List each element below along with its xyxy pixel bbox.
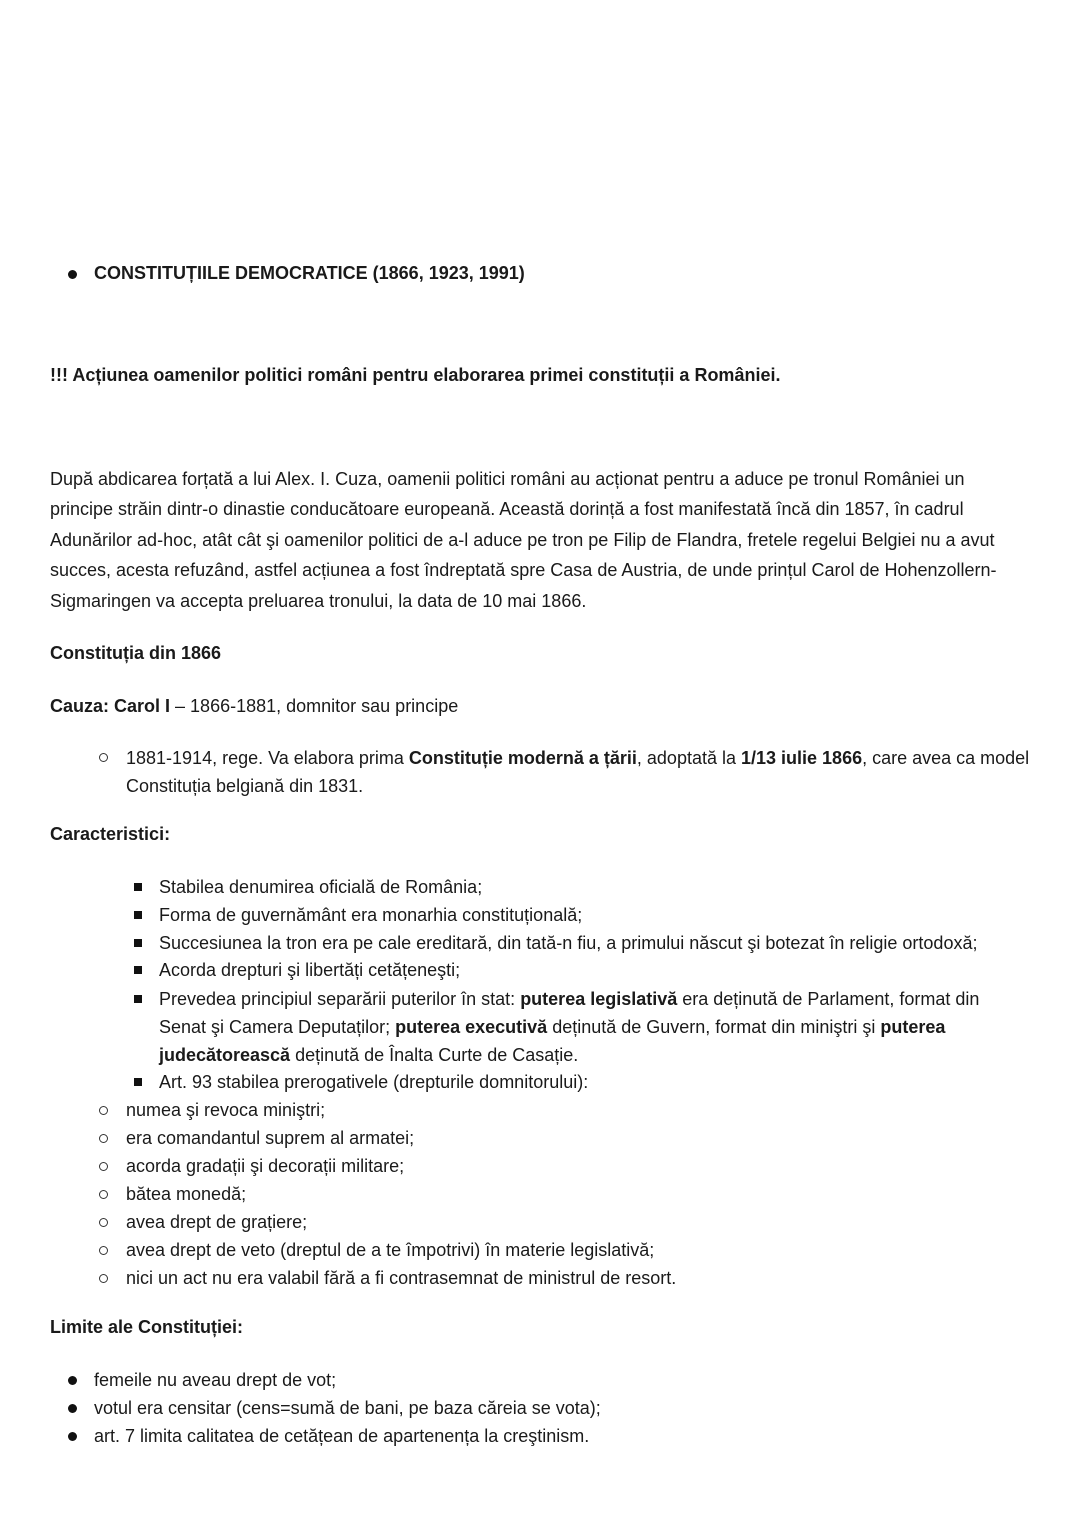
circle-bullet-icon — [99, 1134, 108, 1143]
cause-line — [50, 692, 458, 720]
characteristics-heading: Caracteristici: — [50, 824, 171, 844]
text: Prevedea principiul separării puterilor în stat: — [159, 989, 521, 1009]
reign-bold-date: 1/13 iulie 1866 — [741, 748, 863, 768]
bold-judicial: puterea — [880, 1017, 946, 1037]
intro-line: După abdicarea forțată a lui Alex. I. Cuza, oamenii politici români au acționat pentru a aduce pe tronul României un — [50, 469, 965, 489]
circle-bullet-icon — [99, 753, 108, 762]
prerogative-item: acorda gradații şi decorații militare; — [126, 1156, 405, 1176]
characteristic-item: Stabilea denumirea oficială de România; — [159, 877, 483, 897]
prerogative-item: avea drept de veto (dreptul de a te împotrivi) în materie legislativă; — [126, 1240, 655, 1260]
limit-bullet-icon — [68, 1404, 77, 1413]
limit-bullet-icon — [68, 1376, 77, 1385]
text: era deținută de Parlament, format din — [677, 989, 980, 1009]
text: Senat şi Camera Deputaților; — [159, 1017, 396, 1037]
circle-bullet-icon — [99, 1106, 108, 1115]
circle-bullet-icon — [99, 1274, 108, 1283]
action-heading: !!! Acțiunea oamenilor politici români pentru elaborarea primei constituții a României. — [50, 365, 781, 385]
circle-bullet-icon — [99, 1218, 108, 1227]
circle-bullet-icon — [99, 1162, 108, 1171]
circle-bullet-icon — [99, 1246, 108, 1255]
square-bullet-icon — [134, 966, 142, 974]
bold-judicial: judecătorească — [159, 1045, 291, 1065]
characteristic-item: Forma de guvernământ era monarhia constituțională; — [159, 905, 583, 925]
reign-line — [126, 744, 1029, 772]
text: deținută de Guvern, format din miniştri şi — [547, 1017, 881, 1037]
intro-line: succes, acesta refuzând, astfel acțiunea a fost îndreptată spre Casa de Austria, de unde prințul Carol de Hohenzollern- — [50, 560, 997, 580]
characteristic-item-cont — [159, 1041, 578, 1069]
reign-bold-constitution: Constituție modernă a țării — [408, 748, 637, 768]
prerogative-item: bătea monedă; — [126, 1184, 247, 1204]
characteristic-item: Art. 93 stabilea prerogativele (drepturile domnitorului): — [159, 1072, 589, 1092]
intro-line: principe străin dintr-o dinastie conducătoare europeană. Această dorință a fost manifestată încă din 1857, în cadrul — [50, 499, 964, 519]
reign-line-2: Constituția belgiană din 1831. — [126, 776, 364, 796]
characteristic-item — [159, 985, 979, 1013]
limit-bullet-icon — [68, 1432, 77, 1441]
square-bullet-icon — [134, 939, 142, 947]
section-title: CONSTITUȚIILE DEMOCRATICE (1866, 1923, 1991) — [94, 263, 525, 283]
characteristic-item: Acorda drepturi şi libertăți cetățeneşti; — [159, 960, 461, 980]
intro-line: Sigmaringen va accepta preluarea tronului, la data de 10 mai 1866. — [50, 591, 587, 611]
limits-heading: Limite ale Constituției: — [50, 1317, 244, 1337]
prerogative-item: nici un act nu era valabil fără a fi contrasemnat de ministrul de resort. — [126, 1268, 677, 1288]
reign-text: , care avea ca model — [862, 748, 1030, 768]
prerogative-item: avea drept de grațiere; — [126, 1212, 308, 1232]
circle-bullet-icon — [99, 1190, 108, 1199]
section-bullet-icon — [68, 270, 77, 279]
limit-item: art. 7 limita calitatea de cetățean de apartenența la creştinism. — [94, 1426, 590, 1446]
characteristic-item-cont — [159, 1013, 945, 1041]
text: deținută de Înalta Curte de Casație. — [290, 1045, 579, 1065]
limit-item: votul era censitar (cens=sumă de bani, pe baza căreia se vota); — [94, 1398, 601, 1418]
reign-text: 1881-1914, rege. Va elabora prima — [126, 748, 409, 768]
constitution-heading: Constituția din 1866 — [50, 643, 222, 663]
prerogative-item: era comandantul suprem al armatei; — [126, 1128, 415, 1148]
square-bullet-icon — [134, 911, 142, 919]
characteristic-item: Succesiunea la tron era pe cale ereditară, din tată-n fiu, a primului născut şi botezat în religie ortodoxă; — [159, 933, 978, 953]
cause-label: Cauza: Carol I — [50, 696, 171, 716]
square-bullet-icon — [134, 883, 142, 891]
intro-line: Adunărilor ad-hoc, atât cât şi oamenilor politici de a-l aduce pe tron pe Filip de Flandra, fretele regelui Belgiei nu a avut — [50, 530, 995, 550]
limit-item: femeile nu aveau drept de vot; — [94, 1370, 337, 1390]
reign-text: , adoptată la — [636, 748, 741, 768]
prerogative-item: numea şi revoca miniştri; — [126, 1100, 326, 1120]
square-bullet-icon — [134, 1078, 142, 1086]
cause-text: – 1866-1881, domnitor sau principe — [170, 696, 459, 716]
bold-executive: puterea executivă — [395, 1017, 548, 1037]
square-bullet-icon — [134, 995, 142, 1003]
bold-legislative: puterea legislativă — [520, 989, 678, 1009]
